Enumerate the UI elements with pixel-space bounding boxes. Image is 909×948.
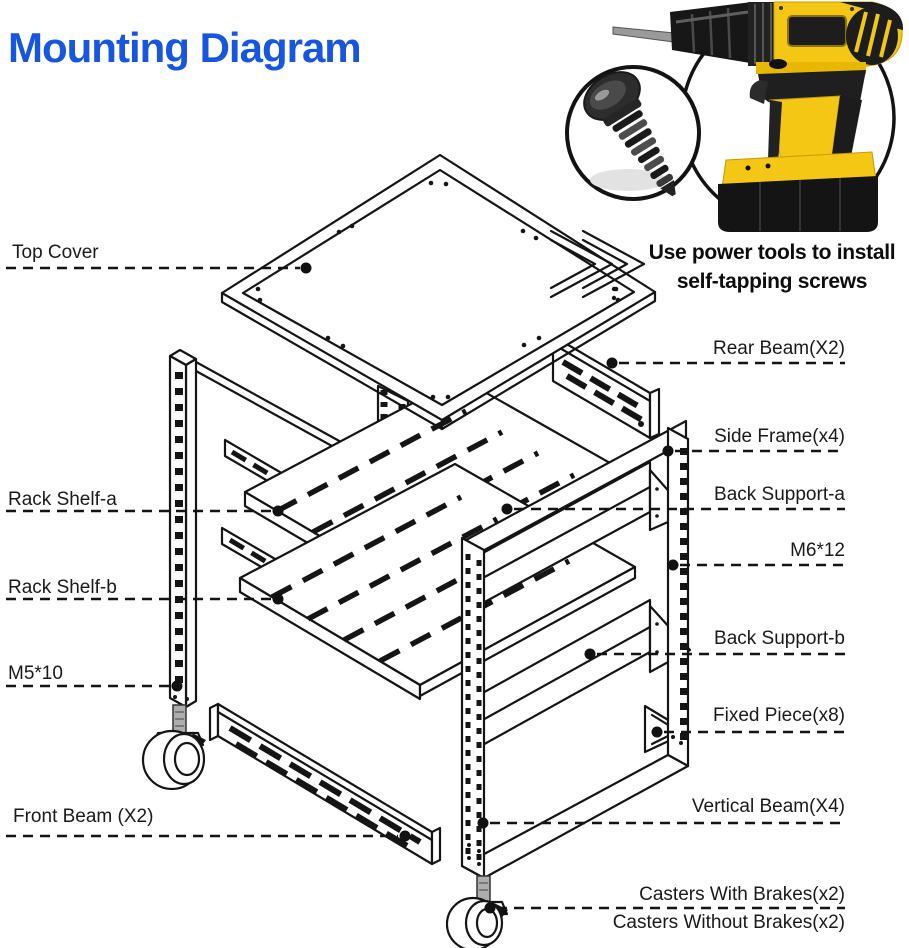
caster-right (447, 876, 508, 948)
note-line-2: self-tapping screws (676, 270, 868, 293)
caster-left (143, 705, 206, 789)
label-back-support-b: Back Support-b (714, 628, 845, 649)
label-vertical-beam: Vertical Beam(X4) (691, 796, 845, 817)
label-rack-shelf-b: Rack Shelf-b (8, 577, 117, 598)
left-vertical-rail (170, 350, 196, 707)
label-top-cover: Top Cover (12, 242, 99, 263)
label-rear-beam: Rear Beam(X2) (713, 338, 845, 359)
label-front-beam: Front Beam (X2) (13, 806, 154, 827)
power-tools-note (638, 238, 906, 296)
note-line-1: Use power tools to install (648, 241, 896, 264)
label-rack-shelf-a: Rack Shelf-a (8, 489, 117, 510)
screw-inset (567, 62, 699, 211)
label-side-frame: Side Frame(x4) (714, 426, 845, 447)
label-back-support-a: Back Support-a (714, 484, 845, 505)
rear-beam (553, 336, 659, 438)
label-casters-without-brakes: Casters Without Brakes(x2) (612, 912, 845, 933)
label-m6-12: M6*12 (790, 540, 845, 561)
page-title: Mounting Diagram (8, 24, 361, 71)
label-m5-10: M5*10 (8, 663, 63, 684)
label-fixed-piece: Fixed Piece(x8) (713, 705, 845, 726)
label-casters-with-brakes: Casters With Brakes(x2) (639, 884, 845, 905)
